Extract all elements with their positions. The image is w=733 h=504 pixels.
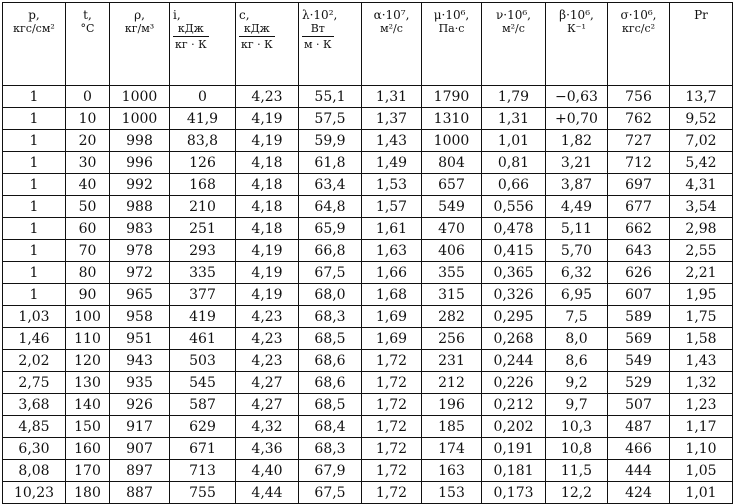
header-thermal-conductivity — [299, 3, 362, 86]
cell-heat-capacity: 4,40 — [236, 460, 299, 482]
cell-thermal-conductivity: 55,1 — [299, 86, 362, 108]
cell-kinematic-viscosity: 0,415 — [482, 240, 546, 262]
header-surface-tension — [608, 3, 670, 86]
cell-temperature: 100 — [66, 306, 110, 328]
cell-pressure: 2,02 — [3, 350, 66, 372]
cell-prandtl: 2,21 — [670, 262, 733, 284]
header-density — [110, 3, 170, 86]
cell-pressure: 1 — [3, 262, 66, 284]
cell-kinematic-viscosity: 0,212 — [482, 394, 546, 416]
cell-heat-capacity: 4,23 — [236, 350, 299, 372]
table-row — [3, 218, 733, 240]
cell-kinematic-viscosity: 0,478 — [482, 218, 546, 240]
cell-temperature: 30 — [66, 152, 110, 174]
cell-kinematic-viscosity: 1,01 — [482, 130, 546, 152]
cell-dynamic-viscosity: 1790 — [422, 86, 482, 108]
cell-surface-tension: 677 — [608, 196, 670, 218]
cell-kinematic-viscosity: 0,268 — [482, 328, 546, 350]
cell-temperature: 80 — [66, 262, 110, 284]
cell-thermal-diffusivity: 1,72 — [362, 460, 422, 482]
header-dynamic-viscosity-unit: Па·с — [438, 22, 465, 35]
cell-surface-tension: 662 — [608, 218, 670, 240]
cell-dynamic-viscosity: 657 — [422, 174, 482, 196]
cell-pressure: 1 — [3, 218, 66, 240]
cell-thermal-conductivity: 64,8 — [299, 196, 362, 218]
cell-kinematic-viscosity: 0,326 — [482, 284, 546, 306]
cell-surface-tension: 626 — [608, 262, 670, 284]
cell-prandtl: 1,43 — [670, 350, 733, 372]
cell-dynamic-viscosity: 1310 — [422, 108, 482, 130]
cell-thermal-diffusivity: 1,72 — [362, 350, 422, 372]
cell-heat-capacity: 4,18 — [236, 218, 299, 240]
table-row — [3, 262, 733, 284]
cell-heat-capacity: 4,19 — [236, 108, 299, 130]
cell-expansion-coefficient: 7,5 — [546, 306, 608, 328]
cell-temperature: 90 — [66, 284, 110, 306]
cell-heat-capacity: 4,23 — [236, 328, 299, 350]
header-row — [3, 3, 733, 86]
cell-prandtl: 1,01 — [670, 482, 733, 504]
cell-kinematic-viscosity: 1,31 — [482, 108, 546, 130]
cell-prandtl: 1,75 — [670, 306, 733, 328]
header-density-symbol: ρ, — [134, 8, 145, 22]
cell-enthalpy: 126 — [170, 152, 236, 174]
cell-dynamic-viscosity: 174 — [422, 438, 482, 460]
cell-dynamic-viscosity: 549 — [422, 196, 482, 218]
cell-thermal-diffusivity: 1,69 — [362, 328, 422, 350]
cell-thermal-diffusivity: 1,72 — [362, 372, 422, 394]
cell-density: 943 — [110, 350, 170, 372]
cell-enthalpy: 461 — [170, 328, 236, 350]
cell-thermal-conductivity: 68,3 — [299, 438, 362, 460]
cell-thermal-diffusivity: 1,37 — [362, 108, 422, 130]
cell-surface-tension: 756 — [608, 86, 670, 108]
header-density-unit: кг/м³ — [124, 22, 155, 35]
table-body — [3, 86, 733, 504]
cell-temperature: 150 — [66, 416, 110, 438]
cell-surface-tension: 424 — [608, 482, 670, 504]
cell-expansion-coefficient: 6,32 — [546, 262, 608, 284]
header-pressure-symbol: p, — [28, 8, 40, 22]
cell-enthalpy: 629 — [170, 416, 236, 438]
header-kinematic-viscosity-unit: м²/с — [502, 22, 525, 35]
table-row — [3, 240, 733, 262]
cell-heat-capacity: 4,23 — [236, 306, 299, 328]
cell-heat-capacity: 4,27 — [236, 372, 299, 394]
header-temperature-unit: °C — [80, 22, 95, 35]
cell-thermal-diffusivity: 1,31 — [362, 86, 422, 108]
cell-thermal-diffusivity: 1,72 — [362, 482, 422, 504]
cell-dynamic-viscosity: 153 — [422, 482, 482, 504]
cell-pressure: 1 — [3, 152, 66, 174]
cell-thermal-conductivity: 57,5 — [299, 108, 362, 130]
cell-density: 917 — [110, 416, 170, 438]
header-kinematic-viscosity — [482, 3, 546, 86]
water-properties-table — [2, 2, 733, 504]
cell-surface-tension: 444 — [608, 460, 670, 482]
table-row — [3, 284, 733, 306]
cell-temperature: 10 — [66, 108, 110, 130]
cell-temperature: 160 — [66, 438, 110, 460]
cell-thermal-conductivity: 68,6 — [299, 372, 362, 394]
cell-kinematic-viscosity: 0,173 — [482, 482, 546, 504]
cell-kinematic-viscosity: 0,202 — [482, 416, 546, 438]
cell-pressure: 1 — [3, 86, 66, 108]
cell-prandtl: 4,31 — [670, 174, 733, 196]
cell-thermal-diffusivity: 1,61 — [362, 218, 422, 240]
table-header — [3, 3, 733, 86]
cell-kinematic-viscosity: 0,556 — [482, 196, 546, 218]
cell-heat-capacity: 4,19 — [236, 130, 299, 152]
cell-prandtl: 1,95 — [670, 284, 733, 306]
cell-prandtl: 7,02 — [670, 130, 733, 152]
cell-thermal-conductivity: 67,9 — [299, 460, 362, 482]
cell-prandtl: 1,05 — [670, 460, 733, 482]
cell-temperature: 20 — [66, 130, 110, 152]
cell-thermal-conductivity: 68,6 — [299, 350, 362, 372]
cell-thermal-conductivity: 61,8 — [299, 152, 362, 174]
cell-enthalpy: 503 — [170, 350, 236, 372]
header-expansion-coefficient — [546, 3, 608, 86]
cell-expansion-coefficient: 4,49 — [546, 196, 608, 218]
header-thermal-diffusivity-symbol: α·10⁷, — [373, 8, 410, 22]
cell-thermal-conductivity: 67,5 — [299, 482, 362, 504]
cell-enthalpy: 545 — [170, 372, 236, 394]
cell-expansion-coefficient: 12,2 — [546, 482, 608, 504]
cell-heat-capacity: 4,18 — [236, 196, 299, 218]
cell-density: 978 — [110, 240, 170, 262]
cell-thermal-diffusivity: 1,72 — [362, 394, 422, 416]
header-enthalpy-unit-den: кг · К — [175, 38, 207, 51]
cell-enthalpy: 0 — [170, 86, 236, 108]
cell-pressure: 1 — [3, 284, 66, 306]
cell-kinematic-viscosity: 0,226 — [482, 372, 546, 394]
cell-thermal-diffusivity: 1,49 — [362, 152, 422, 174]
cell-dynamic-viscosity: 212 — [422, 372, 482, 394]
cell-density: 935 — [110, 372, 170, 394]
cell-thermal-conductivity: 68,3 — [299, 306, 362, 328]
cell-dynamic-viscosity: 196 — [422, 394, 482, 416]
header-prandtl-symbol: Pr — [694, 8, 708, 22]
header-dynamic-viscosity-symbol: μ·10⁶, — [433, 8, 470, 22]
cell-enthalpy: 713 — [170, 460, 236, 482]
cell-prandtl: 1,32 — [670, 372, 733, 394]
cell-thermal-conductivity: 67,5 — [299, 262, 362, 284]
header-heat-capacity-unit — [239, 22, 275, 51]
cell-density: 988 — [110, 196, 170, 218]
cell-prandtl: 13,7 — [670, 86, 733, 108]
cell-expansion-coefficient: −0,63 — [546, 86, 608, 108]
cell-temperature: 110 — [66, 328, 110, 350]
cell-temperature: 140 — [66, 394, 110, 416]
table-row — [3, 438, 733, 460]
cell-expansion-coefficient: 6,95 — [546, 284, 608, 306]
header-thermal-conductivity-unit-num: Вт — [302, 22, 334, 37]
cell-thermal-diffusivity: 1,72 — [362, 438, 422, 460]
cell-pressure: 3,68 — [3, 394, 66, 416]
cell-density: 965 — [110, 284, 170, 306]
cell-heat-capacity: 4,18 — [236, 174, 299, 196]
cell-density: 983 — [110, 218, 170, 240]
cell-surface-tension: 589 — [608, 306, 670, 328]
cell-temperature: 180 — [66, 482, 110, 504]
table-row — [3, 86, 733, 108]
cell-thermal-conductivity: 68,4 — [299, 416, 362, 438]
table-row — [3, 482, 733, 504]
cell-enthalpy: 168 — [170, 174, 236, 196]
cell-surface-tension: 466 — [608, 438, 670, 460]
cell-expansion-coefficient: +0,70 — [546, 108, 608, 130]
header-heat-capacity — [236, 3, 299, 86]
table-row — [3, 350, 733, 372]
cell-surface-tension: 727 — [608, 130, 670, 152]
cell-expansion-coefficient: 3,21 — [546, 152, 608, 174]
cell-heat-capacity: 4,19 — [236, 284, 299, 306]
cell-pressure: 8,08 — [3, 460, 66, 482]
cell-thermal-diffusivity: 1,66 — [362, 262, 422, 284]
cell-expansion-coefficient: 9,7 — [546, 394, 608, 416]
cell-dynamic-viscosity: 185 — [422, 416, 482, 438]
cell-density: 972 — [110, 262, 170, 284]
cell-density: 998 — [110, 130, 170, 152]
cell-density: 992 — [110, 174, 170, 196]
header-expansion-coefficient-unit: К⁻¹ — [567, 22, 586, 35]
cell-heat-capacity: 4,18 — [236, 152, 299, 174]
cell-prandtl: 9,52 — [670, 108, 733, 130]
header-thermal-diffusivity-unit: м²/с — [380, 22, 403, 35]
cell-density: 1000 — [110, 86, 170, 108]
cell-prandtl: 2,55 — [670, 240, 733, 262]
cell-thermal-conductivity: 59,9 — [299, 130, 362, 152]
cell-kinematic-viscosity: 0,181 — [482, 460, 546, 482]
cell-temperature: 70 — [66, 240, 110, 262]
cell-heat-capacity: 4,36 — [236, 438, 299, 460]
cell-dynamic-viscosity: 163 — [422, 460, 482, 482]
cell-thermal-diffusivity: 1,53 — [362, 174, 422, 196]
cell-enthalpy: 41,9 — [170, 108, 236, 130]
cell-expansion-coefficient: 10,3 — [546, 416, 608, 438]
header-thermal-diffusivity — [362, 3, 422, 86]
table-row — [3, 306, 733, 328]
cell-surface-tension: 712 — [608, 152, 670, 174]
cell-thermal-diffusivity: 1,63 — [362, 240, 422, 262]
cell-prandtl: 1,17 — [670, 416, 733, 438]
cell-thermal-conductivity: 63,4 — [299, 174, 362, 196]
cell-pressure: 1,03 — [3, 306, 66, 328]
cell-expansion-coefficient: 9,2 — [546, 372, 608, 394]
cell-heat-capacity: 4,44 — [236, 482, 299, 504]
cell-density: 1000 — [110, 108, 170, 130]
cell-thermal-conductivity: 66,8 — [299, 240, 362, 262]
cell-temperature: 50 — [66, 196, 110, 218]
cell-kinematic-viscosity: 0,191 — [482, 438, 546, 460]
cell-enthalpy: 587 — [170, 394, 236, 416]
cell-pressure: 2,75 — [3, 372, 66, 394]
table-row — [3, 394, 733, 416]
header-temperature-symbol: t, — [83, 8, 92, 22]
cell-pressure: 10,23 — [3, 482, 66, 504]
table-row — [3, 372, 733, 394]
cell-heat-capacity: 4,32 — [236, 416, 299, 438]
table-row — [3, 328, 733, 350]
header-heat-capacity-unit-num: кДж — [239, 22, 275, 37]
cell-surface-tension: 549 — [608, 350, 670, 372]
cell-surface-tension: 507 — [608, 394, 670, 416]
header-enthalpy-unit — [173, 22, 209, 51]
cell-pressure: 6,30 — [3, 438, 66, 460]
cell-expansion-coefficient: 3,87 — [546, 174, 608, 196]
cell-thermal-conductivity: 65,9 — [299, 218, 362, 240]
table-row — [3, 416, 733, 438]
cell-pressure: 1 — [3, 174, 66, 196]
cell-enthalpy: 671 — [170, 438, 236, 460]
cell-pressure: 1,46 — [3, 328, 66, 350]
cell-surface-tension: 487 — [608, 416, 670, 438]
cell-density: 926 — [110, 394, 170, 416]
cell-thermal-conductivity: 68,0 — [299, 284, 362, 306]
cell-kinematic-viscosity: 0,365 — [482, 262, 546, 284]
cell-surface-tension: 607 — [608, 284, 670, 306]
header-enthalpy-unit-num: кДж — [173, 22, 209, 37]
table-row — [3, 108, 733, 130]
cell-enthalpy: 755 — [170, 482, 236, 504]
cell-enthalpy: 83,8 — [170, 130, 236, 152]
cell-expansion-coefficient: 8,0 — [546, 328, 608, 350]
header-thermal-conductivity-unit-den: м · К — [304, 38, 332, 51]
header-pressure — [3, 3, 66, 86]
header-thermal-conductivity-unit — [302, 22, 334, 51]
cell-heat-capacity: 4,23 — [236, 86, 299, 108]
cell-thermal-diffusivity: 1,57 — [362, 196, 422, 218]
header-dynamic-viscosity — [422, 3, 482, 86]
cell-thermal-diffusivity: 1,69 — [362, 306, 422, 328]
cell-pressure: 1 — [3, 130, 66, 152]
cell-enthalpy: 251 — [170, 218, 236, 240]
cell-kinematic-viscosity: 0,81 — [482, 152, 546, 174]
cell-prandtl: 3,54 — [670, 196, 733, 218]
cell-prandtl: 2,98 — [670, 218, 733, 240]
header-thermal-conductivity-symbol: λ·10², — [302, 8, 338, 22]
cell-heat-capacity: 4,19 — [236, 240, 299, 262]
cell-thermal-diffusivity: 1,68 — [362, 284, 422, 306]
cell-temperature: 60 — [66, 218, 110, 240]
cell-kinematic-viscosity: 0,244 — [482, 350, 546, 372]
cell-pressure: 1 — [3, 240, 66, 262]
cell-density: 897 — [110, 460, 170, 482]
cell-dynamic-viscosity: 315 — [422, 284, 482, 306]
header-enthalpy-symbol: i, — [173, 8, 181, 22]
table-row — [3, 196, 733, 218]
table-row — [3, 460, 733, 482]
cell-surface-tension: 569 — [608, 328, 670, 350]
cell-thermal-conductivity: 68,5 — [299, 394, 362, 416]
cell-expansion-coefficient: 1,82 — [546, 130, 608, 152]
cell-dynamic-viscosity: 804 — [422, 152, 482, 174]
cell-heat-capacity: 4,19 — [236, 262, 299, 284]
cell-enthalpy: 210 — [170, 196, 236, 218]
cell-density: 887 — [110, 482, 170, 504]
cell-expansion-coefficient: 10,8 — [546, 438, 608, 460]
header-surface-tension-symbol: σ·10⁶, — [620, 8, 657, 22]
header-temperature — [66, 3, 110, 86]
cell-enthalpy: 377 — [170, 284, 236, 306]
cell-kinematic-viscosity: 1,79 — [482, 86, 546, 108]
cell-surface-tension: 697 — [608, 174, 670, 196]
table-row — [3, 130, 733, 152]
cell-surface-tension: 529 — [608, 372, 670, 394]
cell-expansion-coefficient: 5,11 — [546, 218, 608, 240]
cell-enthalpy: 419 — [170, 306, 236, 328]
cell-heat-capacity: 4,27 — [236, 394, 299, 416]
cell-dynamic-viscosity: 1000 — [422, 130, 482, 152]
cell-prandtl: 1,10 — [670, 438, 733, 460]
cell-dynamic-viscosity: 231 — [422, 350, 482, 372]
header-surface-tension-unit: кгс/с² — [621, 22, 656, 35]
header-heat-capacity-unit-den: кг · К — [241, 38, 273, 51]
cell-enthalpy: 293 — [170, 240, 236, 262]
header-pressure-unit: кгс/см² — [13, 22, 55, 35]
cell-dynamic-viscosity: 406 — [422, 240, 482, 262]
cell-kinematic-viscosity: 0,66 — [482, 174, 546, 196]
cell-prandtl: 1,23 — [670, 394, 733, 416]
cell-expansion-coefficient: 8,6 — [546, 350, 608, 372]
cell-temperature: 40 — [66, 174, 110, 196]
header-prandtl — [670, 3, 733, 86]
cell-pressure: 4,85 — [3, 416, 66, 438]
cell-prandtl: 1,58 — [670, 328, 733, 350]
cell-thermal-conductivity: 68,5 — [299, 328, 362, 350]
table-row — [3, 152, 733, 174]
cell-dynamic-viscosity: 282 — [422, 306, 482, 328]
cell-density: 958 — [110, 306, 170, 328]
cell-dynamic-viscosity: 256 — [422, 328, 482, 350]
cell-density: 951 — [110, 328, 170, 350]
cell-enthalpy: 335 — [170, 262, 236, 284]
header-kinematic-viscosity-symbol: ν·10⁶, — [495, 8, 531, 22]
cell-expansion-coefficient: 5,70 — [546, 240, 608, 262]
header-expansion-coefficient-symbol: β·10⁶, — [559, 8, 594, 22]
cell-density: 907 — [110, 438, 170, 460]
header-enthalpy — [170, 3, 236, 86]
cell-prandtl: 5,42 — [670, 152, 733, 174]
cell-thermal-diffusivity: 1,43 — [362, 130, 422, 152]
cell-thermal-diffusivity: 1,72 — [362, 416, 422, 438]
table-row — [3, 174, 733, 196]
cell-pressure: 1 — [3, 196, 66, 218]
cell-surface-tension: 643 — [608, 240, 670, 262]
cell-temperature: 170 — [66, 460, 110, 482]
cell-pressure: 1 — [3, 108, 66, 130]
cell-dynamic-viscosity: 470 — [422, 218, 482, 240]
cell-temperature: 0 — [66, 86, 110, 108]
cell-temperature: 130 — [66, 372, 110, 394]
cell-surface-tension: 762 — [608, 108, 670, 130]
cell-density: 996 — [110, 152, 170, 174]
cell-temperature: 120 — [66, 350, 110, 372]
cell-dynamic-viscosity: 355 — [422, 262, 482, 284]
cell-kinematic-viscosity: 0,295 — [482, 306, 546, 328]
header-heat-capacity-symbol: c, — [239, 8, 250, 22]
cell-expansion-coefficient: 11,5 — [546, 460, 608, 482]
